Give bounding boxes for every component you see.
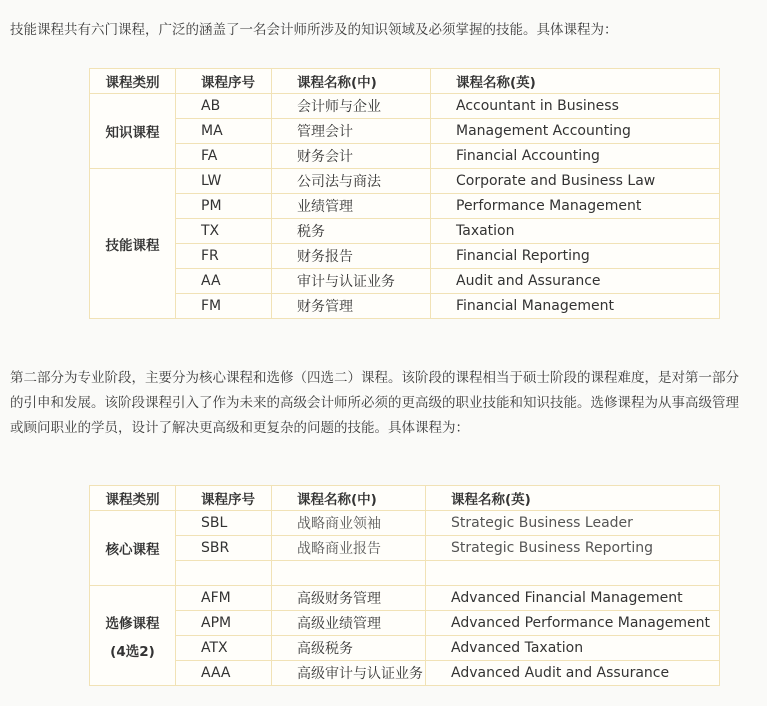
course-code: AA — [176, 269, 272, 294]
course-name-cn: 财务报告 — [272, 244, 431, 269]
course-name-cn: 战略商业报告 — [272, 536, 426, 561]
course-name-cn: 高级业绩管理 — [272, 611, 426, 636]
intro-paragraph: 技能课程共有六门课程，广泛的涵盖了一名会计师所涉及的知识领域及必须掌握的技能。具体课程为： — [10, 22, 618, 38]
course-name-cn: 高级审计与认证业务 — [272, 661, 426, 686]
course-name-cn: 公司法与商法 — [272, 169, 431, 194]
table-row — [90, 561, 720, 586]
category-cell — [90, 94, 176, 169]
table-row — [90, 511, 720, 536]
column-header: 课程名称(英) — [426, 486, 720, 511]
course-name-cn: 业绩管理 — [272, 194, 431, 219]
column-header: 课程序号 — [176, 69, 272, 94]
course-name-cn: 审计与认证业务 — [272, 269, 431, 294]
category-label: 选修课程 — [105, 615, 160, 632]
table-row — [90, 636, 720, 661]
course-code: PM — [176, 194, 272, 219]
course-name-en: Advanced Audit and Assurance — [426, 661, 720, 686]
course-name-en — [426, 561, 720, 586]
table-row — [90, 536, 720, 561]
category-cell — [90, 169, 176, 319]
course-code: FA — [176, 144, 272, 169]
header-row — [90, 486, 720, 511]
course-name-cn — [272, 561, 426, 586]
table-row — [90, 119, 720, 144]
course-name-cn: 战略商业领袖 — [272, 511, 426, 536]
course-code: ATX — [176, 636, 272, 661]
course-code: MA — [176, 119, 272, 144]
table-row — [90, 294, 720, 319]
table-row — [90, 169, 720, 194]
course-name-en: Strategic Business Reporting — [426, 536, 720, 561]
table-row — [90, 611, 720, 636]
course-name-cn: 税务 — [272, 219, 431, 244]
course-name-en: Financial Reporting — [431, 244, 720, 269]
skills-course-table — [89, 68, 720, 319]
category-label: 核心课程 — [105, 542, 160, 558]
column-header: 课程名称(英) — [431, 69, 720, 94]
course-name-en: Strategic Business Leader — [426, 511, 720, 536]
course-name-cn: 财务管理 — [272, 294, 431, 319]
table-row — [90, 586, 720, 611]
table-row — [90, 244, 720, 269]
course-name-en: Financial Management — [431, 294, 720, 319]
column-header: 课程类别 — [90, 486, 176, 511]
header-row — [90, 69, 720, 94]
table-row — [90, 661, 720, 686]
paragraph-line: 第二部分为专业阶段，主要分为核心课程和选修（四选二）课程。该阶段的课程相当于硕士阶段的课程难度，是对第一部分 — [10, 370, 739, 386]
column-header: 课程序号 — [176, 486, 272, 511]
course-code: FR — [176, 244, 272, 269]
paragraph-line: 的引申和发展。该阶段课程引入了作为未来的高级会计师所必须的更高级的职业技能和知识技能。选修课程为从事高级管理 — [10, 395, 739, 411]
category-label: 知识课程 — [105, 125, 160, 141]
course-name-cn: 会计师与企业 — [272, 94, 431, 119]
course-code: AFM — [176, 586, 272, 611]
course-code — [176, 561, 272, 586]
course-code: SBR — [176, 536, 272, 561]
course-code: FM — [176, 294, 272, 319]
table-row — [90, 219, 720, 244]
course-code: LW — [176, 169, 272, 194]
professional-course-table — [89, 485, 720, 686]
table-row — [90, 94, 720, 119]
course-code: SBL — [176, 511, 272, 536]
course-name-en: Advanced Performance Management — [426, 611, 720, 636]
course-name-cn: 管理会计 — [272, 119, 431, 144]
course-name-en: Performance Management — [431, 194, 720, 219]
table-row — [90, 269, 720, 294]
course-name-en: Advanced Financial Management — [426, 586, 720, 611]
professional-stage-paragraph — [10, 366, 739, 441]
course-code: AAA — [176, 661, 272, 686]
course-name-en: Advanced Taxation — [426, 636, 720, 661]
category-label: 技能课程 — [105, 237, 160, 254]
column-header: 课程名称(中) — [272, 486, 426, 511]
course-name-en: Financial Accounting — [431, 144, 720, 169]
course-name-en: Audit and Assurance — [431, 269, 720, 294]
table-row — [90, 194, 720, 219]
course-name-cn: 高级税务 — [272, 636, 426, 661]
course-name-cn: 财务会计 — [272, 144, 431, 169]
course-name-cn: 高级财务管理 — [272, 586, 426, 611]
course-code: AB — [176, 94, 272, 119]
course-name-en: Accountant in Business — [431, 94, 720, 119]
category-note: (4选2) — [110, 643, 155, 660]
column-header: 课程名称(中) — [272, 69, 431, 94]
course-name-en: Taxation — [431, 219, 720, 244]
category-cell — [90, 586, 176, 686]
paragraph-line: 或顾问职业的学员，设计了解决更高级和更复杂的问题的技能。具体课程为： — [10, 420, 469, 436]
category-cell — [90, 511, 176, 586]
course-name-en: Management Accounting — [431, 119, 720, 144]
course-name-en: Corporate and Business Law — [431, 169, 720, 194]
column-header: 课程类别 — [90, 69, 176, 94]
course-code: TX — [176, 219, 272, 244]
course-code: APM — [176, 611, 272, 636]
table-row — [90, 144, 720, 169]
